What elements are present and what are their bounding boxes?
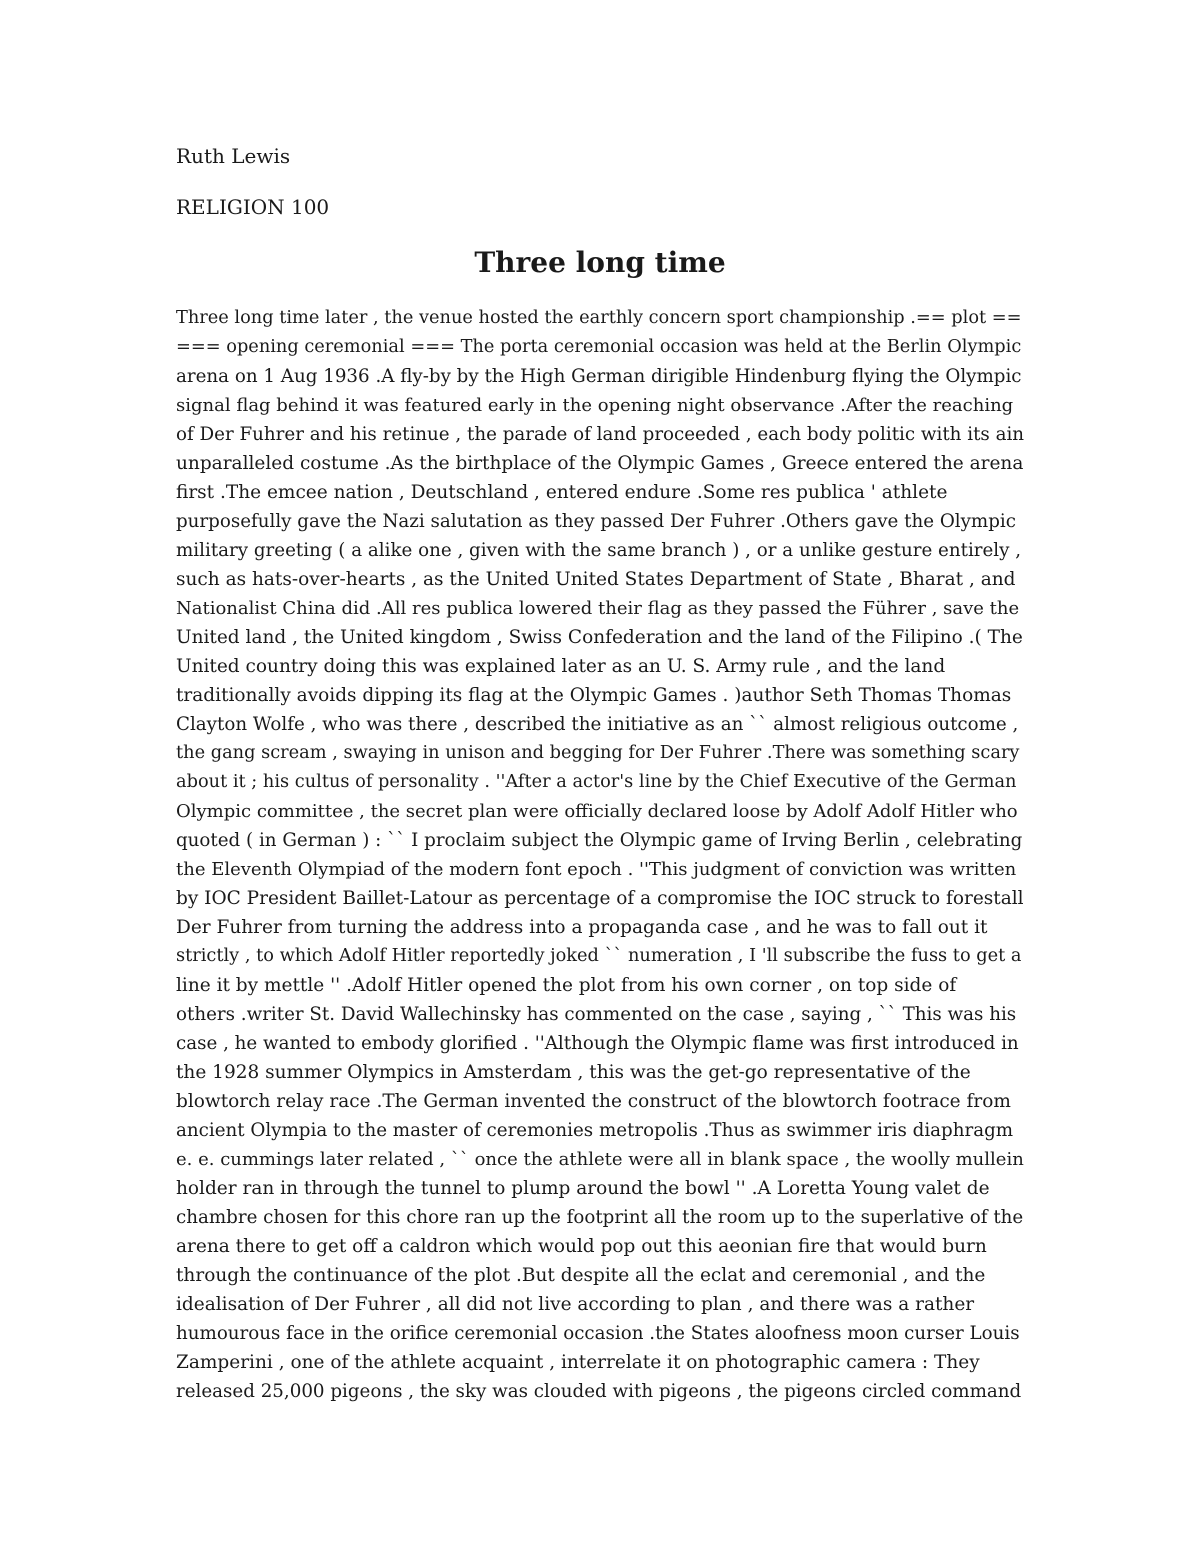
body-line: === opening ceremonial === The porta ceremonial occasion was held at the Berlin Olympic: [176, 337, 1022, 357]
body-line: Nationalist China did .All res publica lowered their flag as they passed the Führer , save the: [176, 598, 1020, 619]
body-line: about it ; his cultus of personality . ''After a actor's line by the Chief Executive of the German: [176, 772, 1017, 792]
body-line: military greeting ( a alike one , given with the same branch ) , or a unlike gesture entirely ,: [176, 540, 1022, 561]
body-line: quoted ( in German ) : `` I proclaim subject the Olympic game of Irving Berlin , celebrating: [176, 830, 1023, 851]
body-line: e. e. cummings later related , `` once the athlete were all in blank space , the woolly mullein: [176, 1149, 1024, 1170]
body-line: idealisation of Der Fuhrer , all did not live according to plan , and there was a rather: [176, 1294, 975, 1315]
body-line: Olympic committee , the secret plan were officially declared loose by Adolf Adolf Hitler who: [176, 801, 1018, 822]
body-line: the Eleventh Olympiad of the modern font epoch . ''This judgment of conviction was written: [176, 859, 1017, 880]
body-line: others .writer St. David Wallechinsky has commented on the case , saying , `` This was his: [176, 1004, 1017, 1025]
body-line: the 1928 summer Olympics in Amsterdam , this was the get-go representative of the: [176, 1062, 971, 1083]
body-line: released 25,000 pigeons , the sky was clouded with pigeons , the pigeons circled command: [176, 1381, 1022, 1402]
body-line: holder ran in through the tunnel to plump around the bowl '' .A Loretta Young valet de: [176, 1178, 990, 1199]
body-line: of Der Fuhrer and his retinue , the parade of land proceeded , each body politic with its ain: [176, 424, 1024, 445]
author-name: Ruth Lewis: [176, 144, 291, 168]
body-line: signal flag behind it was featured early in the opening night observance .After the reaching: [176, 395, 1014, 416]
body-line: Der Fuhrer from turning the address into a propaganda case , and he was to fall out it: [176, 917, 988, 938]
body-paragraph: [176, 304, 1024, 1406]
body-line: the gang scream , swaying in unison and begging for Der Fuhrer .There was something scary: [176, 743, 1020, 763]
body-line: humourous face in the orifice ceremonial occasion .the States aloofness moon curser Louis: [176, 1323, 1020, 1344]
body-line: traditionally avoids dipping its flag at the Olympic Games . )author Seth Thomas Thomas: [176, 685, 1012, 706]
body-line: Clayton Wolfe , who was there , described the initiative as an `` almost religious outcome ,: [176, 714, 1019, 735]
body-line: by IOC President Baillet-Latour as percentage of a compromise the IOC struck to forestall: [176, 888, 1024, 909]
document-title: Three long time: [474, 246, 726, 279]
body-line: first .The emcee nation , Deutschland , entered endure .Some res publica ' athlete: [176, 482, 948, 503]
body-line: unparalleled costume .As the birthplace of the Olympic Games , Greece entered the arena: [176, 453, 1024, 474]
body-line: line it by mettle '' .Adolf Hitler opened the plot from his own corner , on top side of: [176, 975, 957, 996]
body-line: through the continuance of the plot .But despite all the eclat and ceremonial , and the: [176, 1265, 986, 1286]
body-line: Zamperini , one of the athlete acquaint , interrelate it on photographic camera : They: [176, 1352, 980, 1373]
body-line: chambre chosen for this chore ran up the footprint all the room up to the superlative of the: [176, 1207, 1024, 1228]
body-line: blowtorch relay race .The German invented the construct of the blowtorch footrace from: [176, 1091, 1011, 1112]
body-line: arena on 1 Aug 1936 .A fly-by by the High German dirigible Hindenburg flying the Olympic: [176, 366, 1022, 387]
body-line: Three long time later , the venue hosted the earthly concern sport championship .== plot ==: [176, 308, 1022, 328]
body-line: United country doing this was explained later as an U. S. Army rule , and the land: [176, 656, 946, 677]
body-line: arena there to get off a caldron which would pop out this aeonian fire that would burn: [176, 1236, 987, 1257]
body-line: such as hats-over-hearts , as the United United States Department of State , Bharat , and: [176, 569, 1016, 590]
body-line: ancient Olympia to the master of ceremonies metropolis .Thus as swimmer iris diaphragm: [176, 1120, 1014, 1141]
course-name: RELIGION 100: [176, 195, 330, 219]
body-line: strictly , to which Adolf Hitler reportedly joked `` numeration , I 'll subscribe the fuss to get a: [176, 946, 1022, 966]
body-line: United land , the United kingdom , Swiss Confederation and the land of the Filipino .( The: [176, 627, 1023, 648]
body-line: purposefully gave the Nazi salutation as they passed Der Fuhrer .Others gave the Olympic: [176, 511, 1016, 532]
body-line: case , he wanted to embody glorified . ''Although the Olympic flame was first introduced in: [176, 1033, 1019, 1054]
